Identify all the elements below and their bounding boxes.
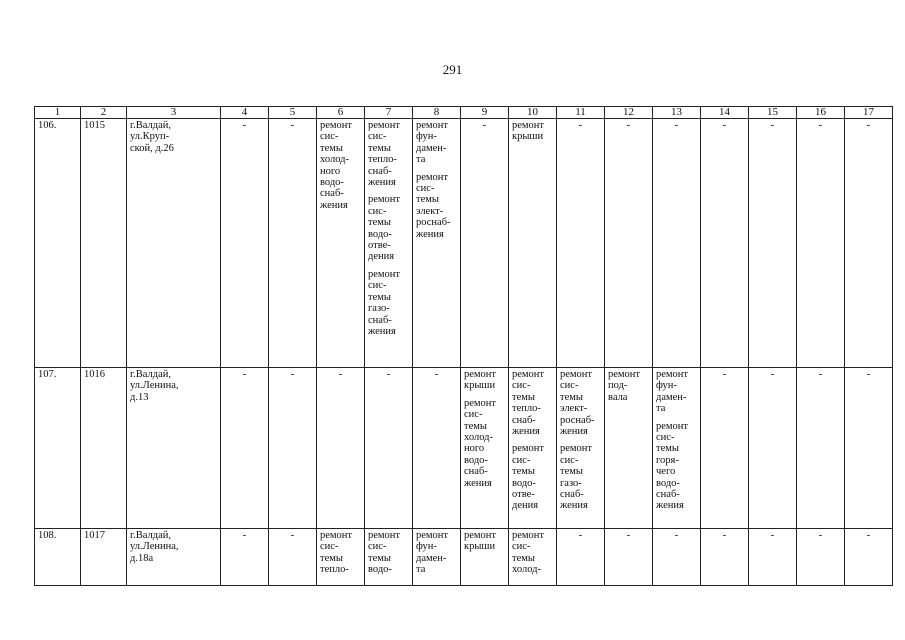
empty-dash: - (770, 369, 775, 380)
empty-dash: - (674, 530, 679, 541)
work-cell-c9 (461, 368, 509, 529)
work-item: ремонт фун- дамен- та (656, 369, 689, 415)
empty-dash: - (578, 120, 583, 131)
building-code (81, 368, 127, 529)
work-cell-c12 (605, 529, 653, 586)
work-cell-c6 (317, 368, 365, 529)
work-cell-c12 (605, 119, 653, 368)
cell-text: 108. (38, 530, 57, 541)
work-cell-c15 (749, 368, 797, 529)
work-cell-c17 (845, 119, 893, 368)
work-cell-c10 (509, 119, 557, 368)
empty-dash: - (290, 530, 295, 541)
cell-text: 107. (38, 369, 57, 380)
work-cell-c14 (701, 368, 749, 529)
column-header: 5 (269, 107, 317, 119)
work-cell-c4 (221, 368, 269, 529)
empty-dash: - (386, 369, 391, 380)
table-row (35, 529, 893, 586)
cell-text: 1017 (84, 530, 105, 541)
empty-dash: - (866, 120, 871, 131)
building-code (81, 119, 127, 368)
work-cell-c12 (605, 368, 653, 529)
empty-dash: - (722, 369, 727, 380)
cell-text: г.Валдай, ул.Ленина, д.18а (130, 530, 179, 564)
column-header: 2 (81, 107, 127, 119)
work-item: ремонт крыши (464, 530, 497, 553)
work-cell-c17 (845, 368, 893, 529)
work-cell-c7 (365, 529, 413, 586)
work-item: ремонт сис- темы горя- чего водо- снаб- жения (656, 420, 689, 512)
work-item: ремонт сис- темы водо- отве- дения (512, 443, 545, 512)
work-cell-c14 (701, 119, 749, 368)
work-cell-c4 (221, 119, 269, 368)
row-number (35, 119, 81, 368)
empty-dash: - (242, 530, 247, 541)
address-cell (127, 119, 221, 368)
work-cell-c16 (797, 119, 845, 368)
column-header: 7 (365, 107, 413, 119)
work-item: ремонт сис- темы газо- снаб- жения (368, 268, 401, 337)
column-header: 13 (653, 107, 701, 119)
empty-dash: - (818, 369, 823, 380)
empty-dash: - (770, 530, 775, 541)
row-number (35, 529, 81, 586)
work-item: ремонт фун- дамен- та (416, 530, 449, 576)
work-item: ремонт сис- темы холод- ного водо- снаб- жения (464, 397, 497, 489)
empty-dash: - (290, 120, 295, 131)
work-item: ремонт фун- дамен- та (416, 120, 449, 166)
work-item: ремонт под- вала (608, 369, 641, 403)
empty-dash: - (626, 530, 631, 541)
empty-dash: - (722, 120, 727, 131)
cell-text: г.Валдай, ул.Ленина, д.13 (130, 369, 179, 403)
empty-dash: - (242, 120, 247, 131)
work-cell-c6 (317, 529, 365, 586)
empty-dash: - (866, 530, 871, 541)
empty-dash: - (482, 120, 487, 131)
empty-dash: - (242, 369, 247, 380)
table-row (35, 119, 893, 368)
column-header: 4 (221, 107, 269, 119)
empty-dash: - (818, 530, 823, 541)
work-cell-c16 (797, 368, 845, 529)
column-header: 15 (749, 107, 797, 119)
work-item: ремонт сис- темы газо- снаб- жения (560, 443, 593, 512)
column-header: 6 (317, 107, 365, 119)
column-header: 16 (797, 107, 845, 119)
work-cell-c7 (365, 119, 413, 368)
column-header: 1 (35, 107, 81, 119)
work-item: ремонт сис- темы тепло- снаб- жения (368, 120, 401, 189)
work-cell-c14 (701, 529, 749, 586)
work-item: ремонт сис- темы водо- (368, 530, 401, 576)
header-row (35, 107, 893, 119)
work-cell-c13 (653, 368, 701, 529)
empty-dash: - (290, 369, 295, 380)
work-cell-c4 (221, 529, 269, 586)
column-header: 17 (845, 107, 893, 119)
work-cell-c7 (365, 368, 413, 529)
empty-dash: - (818, 120, 823, 131)
work-cell-c5 (269, 368, 317, 529)
table-body (35, 107, 893, 586)
empty-dash: - (434, 369, 439, 380)
repair-table (34, 106, 893, 586)
empty-dash: - (578, 530, 583, 541)
cell-text: г.Валдай, ул.Круп- ской, д.26 (130, 120, 174, 154)
empty-dash: - (674, 120, 679, 131)
cell-text: 1015 (84, 120, 105, 131)
empty-dash: - (626, 120, 631, 131)
cell-text: 1016 (84, 369, 105, 380)
work-cell-c15 (749, 119, 797, 368)
empty-dash: - (770, 120, 775, 131)
work-cell-c8 (413, 368, 461, 529)
column-header: 12 (605, 107, 653, 119)
work-cell-c17 (845, 529, 893, 586)
work-cell-c10 (509, 368, 557, 529)
address-cell (127, 368, 221, 529)
row-number (35, 368, 81, 529)
building-code (81, 529, 127, 586)
work-cell-c13 (653, 119, 701, 368)
work-cell-c15 (749, 529, 797, 586)
empty-dash: - (722, 530, 727, 541)
work-item: ремонт сис- темы холод- (512, 530, 545, 576)
work-cell-c9 (461, 119, 509, 368)
work-item: ремонт сис- темы элект- роснаб- жения (416, 171, 451, 240)
empty-dash: - (866, 369, 871, 380)
table-row (35, 368, 893, 529)
work-item: ремонт сис- темы тепло- (320, 530, 353, 576)
page-number: 291 (442, 62, 463, 77)
column-header: 8 (413, 107, 461, 119)
work-cell-c8 (413, 119, 461, 368)
column-header: 9 (461, 107, 509, 119)
work-cell-c11 (557, 368, 605, 529)
column-header: 3 (127, 107, 221, 119)
work-cell-c16 (797, 529, 845, 586)
work-item: ремонт сис- темы тепло- снаб- жения (512, 369, 545, 438)
work-item: ремонт сис- темы элект- роснаб- жения (560, 369, 595, 438)
empty-dash: - (338, 369, 343, 380)
work-item: ремонт сис- темы холод- ного водо- снаб- жения (320, 120, 353, 211)
work-cell-c8 (413, 529, 461, 586)
work-cell-c11 (557, 529, 605, 586)
work-item: ремонт сис- темы водо- отве- дения (368, 194, 401, 263)
work-cell-c9 (461, 529, 509, 586)
cell-text: 106. (38, 120, 57, 131)
work-item: ремонт крыши (512, 120, 545, 143)
work-cell-c11 (557, 119, 605, 368)
work-cell-c6 (317, 119, 365, 368)
column-header: 10 (509, 107, 557, 119)
work-item: ремонт крыши (464, 369, 497, 392)
address-cell (127, 529, 221, 586)
column-header: 11 (557, 107, 605, 119)
work-cell-c5 (269, 119, 317, 368)
work-cell-c13 (653, 529, 701, 586)
column-header: 14 (701, 107, 749, 119)
work-cell-c10 (509, 529, 557, 586)
work-cell-c5 (269, 529, 317, 586)
